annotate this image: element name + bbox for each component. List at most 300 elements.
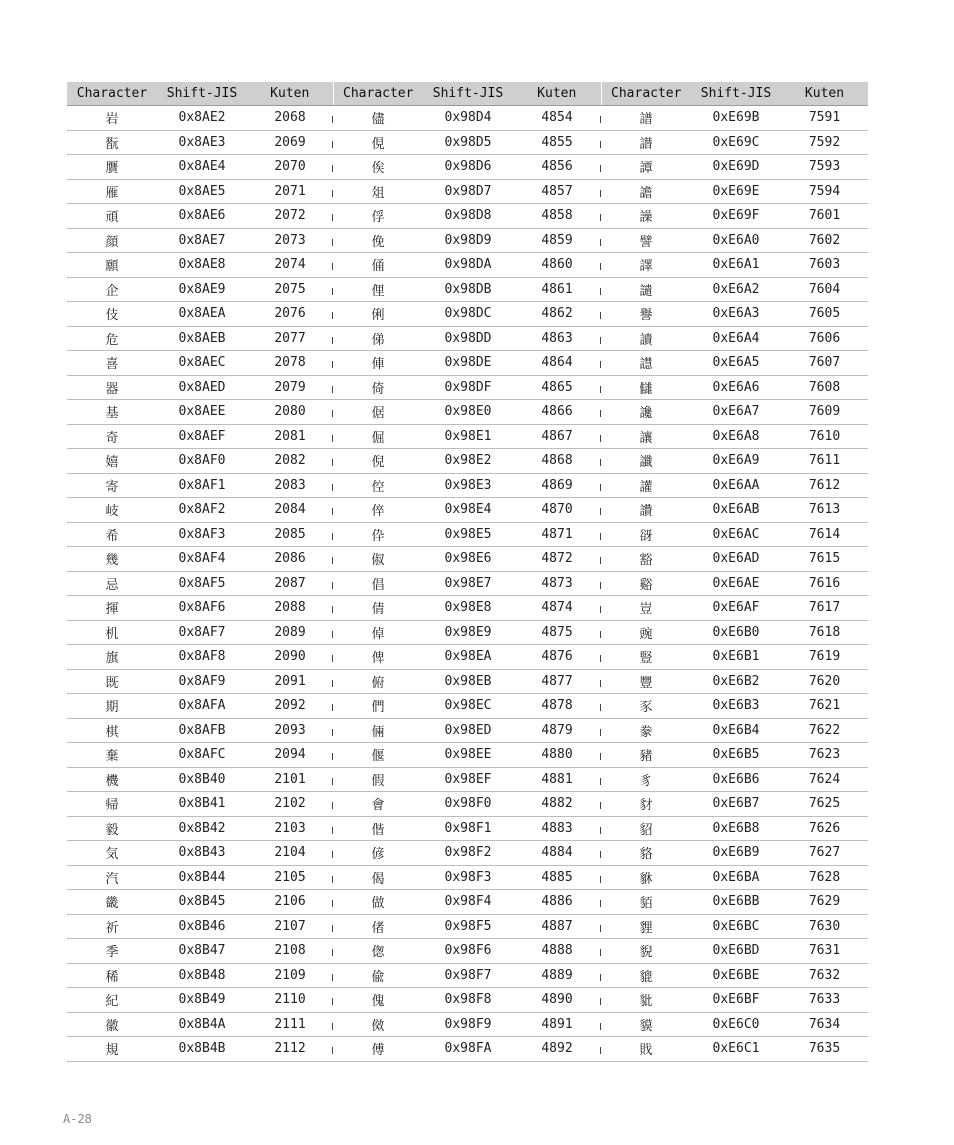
- shift-jis-cell: 0x98E6: [423, 547, 513, 572]
- shift-jis-cell: 0x98F3: [423, 865, 513, 890]
- character-cell: 倡: [333, 571, 423, 596]
- table-row: [67, 792, 868, 817]
- character-cell: 譿: [601, 351, 691, 376]
- shift-jis-cell: 0x8AEE: [157, 400, 247, 425]
- kuten-value: 2078: [274, 355, 306, 371]
- shift-jis-cell: 0xE6A9: [691, 449, 781, 474]
- shift-jis-cell: 0x8B49: [157, 988, 247, 1013]
- character-cell: 棋: [67, 718, 157, 743]
- group-separator-mark: [332, 533, 333, 540]
- group-separator-mark: [600, 484, 601, 491]
- kuten-cell: 7612: [781, 473, 868, 498]
- kuten-cell: [247, 890, 333, 915]
- kuten-cell: [513, 841, 601, 866]
- kuten-value: 4857: [541, 183, 573, 199]
- kuten-cell: [513, 1012, 601, 1037]
- kuten-cell: [513, 498, 601, 523]
- kuten-cell: 7603: [781, 253, 868, 278]
- kuten-cell: 7621: [781, 694, 868, 719]
- character-cell: 假: [333, 767, 423, 792]
- kuten-value: 2088: [274, 600, 306, 616]
- kuten-cell: [513, 890, 601, 915]
- kuten-value: 2109: [274, 967, 306, 983]
- shift-jis-cell: 0x8AF5: [157, 571, 247, 596]
- group-separator-mark: [332, 753, 333, 760]
- shift-jis-cell: 0xE69F: [691, 204, 781, 229]
- shift-jis-cell: 0x8B47: [157, 939, 247, 964]
- group-separator-mark: [600, 582, 601, 589]
- character-cell: 畿: [67, 890, 157, 915]
- kuten-cell: [513, 718, 601, 743]
- character-cell: 俔: [333, 130, 423, 155]
- kuten-cell: [513, 204, 601, 229]
- kuten-value: 2092: [274, 698, 306, 714]
- shift-jis-cell: 0x98E4: [423, 498, 513, 523]
- kuten-value: 4891: [541, 1016, 573, 1032]
- shift-jis-cell: 0xE6A1: [691, 253, 781, 278]
- kuten-value: 2080: [274, 404, 306, 420]
- kuten-value: 2085: [274, 526, 306, 542]
- character-cell: 譫: [601, 179, 691, 204]
- kuten-cell: 7625: [781, 792, 868, 817]
- group-separator-mark: [600, 410, 601, 417]
- shift-jis-cell: 0xE6A7: [691, 400, 781, 425]
- table-row: [67, 841, 868, 866]
- kuten-cell: [247, 351, 333, 376]
- kuten-cell: [513, 155, 601, 180]
- character-cell: 俤: [333, 326, 423, 351]
- table-row: [67, 302, 868, 327]
- character-cell: 做: [333, 890, 423, 915]
- kuten-cell: [513, 302, 601, 327]
- character-cell: 伜: [333, 522, 423, 547]
- group-separator-mark: [332, 851, 333, 858]
- kuten-cell: [513, 743, 601, 768]
- group-separator-mark: [600, 141, 601, 148]
- group-separator-mark: [332, 239, 333, 246]
- table-row: [67, 914, 868, 939]
- kuten-cell: [513, 620, 601, 645]
- kuten-value: 4881: [541, 771, 573, 787]
- group-separator-mark: [600, 508, 601, 515]
- shift-jis-cell: 0x98F2: [423, 841, 513, 866]
- character-cell: 基: [67, 400, 157, 425]
- shift-jis-cell: 0x8B4A: [157, 1012, 247, 1037]
- kuten-value: 2082: [274, 453, 306, 469]
- kuten-cell: 7615: [781, 547, 868, 572]
- shift-jis-cell: 0x98F4: [423, 890, 513, 915]
- kuten-cell: [513, 596, 601, 621]
- group-separator-mark: [332, 116, 333, 123]
- kuten-value: 4875: [541, 624, 573, 640]
- kuten-value: 4858: [541, 208, 573, 224]
- character-cell: 會: [333, 792, 423, 817]
- group-separator-mark: [600, 214, 601, 221]
- table-row: [67, 645, 868, 670]
- kuten-value: 4883: [541, 820, 573, 836]
- kuten-value: 4860: [541, 257, 573, 273]
- kuten-value: 4892: [541, 1041, 573, 1057]
- kuten-value: 4867: [541, 428, 573, 444]
- table-row: [67, 204, 868, 229]
- kuten-cell: [513, 326, 601, 351]
- character-cell: 谿: [601, 571, 691, 596]
- group-separator-mark: [332, 410, 333, 417]
- kuten-value: 4864: [541, 355, 573, 371]
- group-separator-mark: [332, 729, 333, 736]
- group-separator-mark: [600, 949, 601, 956]
- character-cell: 讓: [601, 424, 691, 449]
- kuten-value: 2073: [274, 232, 306, 248]
- kuten-cell: 7629: [781, 890, 868, 915]
- kuten-cell: [247, 375, 333, 400]
- shift-jis-cell: 0x8AF4: [157, 547, 247, 572]
- character-cell: 祈: [67, 914, 157, 939]
- shift-jis-cell: 0xE6A6: [691, 375, 781, 400]
- kuten-cell: 7611: [781, 449, 868, 474]
- kuten-value: 2107: [274, 918, 306, 934]
- kuten-cell: [247, 620, 333, 645]
- kuten-value: 2106: [274, 894, 306, 910]
- character-cell: 傚: [333, 1012, 423, 1037]
- shift-jis-cell: 0x98E0: [423, 400, 513, 425]
- character-cell: 俐: [333, 302, 423, 327]
- kuten-cell: 7619: [781, 645, 868, 670]
- shift-jis-cell: 0x98DD: [423, 326, 513, 351]
- character-cell: 偐: [333, 841, 423, 866]
- table-row: [67, 1012, 868, 1037]
- shift-jis-cell: 0xE6B5: [691, 743, 781, 768]
- shift-jis-cell: 0xE6B3: [691, 694, 781, 719]
- kuten-value: 4886: [541, 894, 573, 910]
- kuten-value: 4889: [541, 967, 573, 983]
- group-separator-mark: [332, 802, 333, 809]
- character-cell: 贋: [67, 155, 157, 180]
- kuten-value: 4859: [541, 232, 573, 248]
- kuten-value: 2069: [274, 134, 306, 150]
- shift-jis-cell: 0x8AF9: [157, 669, 247, 694]
- group-separator-mark: [332, 337, 333, 344]
- kuten-value: 2104: [274, 845, 306, 861]
- table-row: [67, 277, 868, 302]
- character-cell: 貊: [601, 890, 691, 915]
- character-cell: 豕: [601, 694, 691, 719]
- kuten-cell: [247, 865, 333, 890]
- character-cell: 豢: [601, 718, 691, 743]
- table-row: [67, 620, 868, 645]
- character-cell: 期: [67, 694, 157, 719]
- character-cell: 嬉: [67, 449, 157, 474]
- character-cell: 貅: [601, 865, 691, 890]
- character-cell: 俾: [333, 645, 423, 670]
- kuten-cell: [247, 547, 333, 572]
- shift-jis-cell: 0x8AFC: [157, 743, 247, 768]
- shift-jis-cell: 0xE6A5: [691, 351, 781, 376]
- group-separator-mark: [332, 900, 333, 907]
- column-header: Shift-JIS: [423, 82, 513, 106]
- character-cell: 俥: [333, 351, 423, 376]
- shift-jis-cell: 0xE6BD: [691, 939, 781, 964]
- group-separator-mark: [600, 802, 601, 809]
- character-cell: 貎: [601, 939, 691, 964]
- group-separator-mark: [332, 876, 333, 883]
- kuten-cell: [513, 694, 601, 719]
- group-separator-mark: [600, 386, 601, 393]
- shift-jis-cell: 0xE6A0: [691, 228, 781, 253]
- shift-jis-cell: 0x8AE9: [157, 277, 247, 302]
- group-separator-mark: [600, 557, 601, 564]
- character-cell: 讎: [601, 375, 691, 400]
- table-row: [67, 718, 868, 743]
- kuten-value: 2070: [274, 159, 306, 175]
- group-separator-mark: [332, 435, 333, 442]
- shift-jis-cell: 0xE6B1: [691, 645, 781, 670]
- kuten-cell: 7602: [781, 228, 868, 253]
- character-cell: 忌: [67, 571, 157, 596]
- kuten-cell: [247, 424, 333, 449]
- group-separator-mark: [600, 778, 601, 785]
- shift-jis-cell: 0x98EE: [423, 743, 513, 768]
- character-cell: 譛: [601, 130, 691, 155]
- shift-jis-cell: 0x98F8: [423, 988, 513, 1013]
- kuten-cell: [247, 767, 333, 792]
- character-cell: 倥: [333, 473, 423, 498]
- shift-jis-cell: 0x98D5: [423, 130, 513, 155]
- table-row: [67, 571, 868, 596]
- character-cell: 倬: [333, 620, 423, 645]
- kuten-value: 4890: [541, 992, 573, 1008]
- kuten-cell: [247, 253, 333, 278]
- character-cell: 紀: [67, 988, 157, 1013]
- kuten-cell: 7605: [781, 302, 868, 327]
- character-cell: 倚: [333, 375, 423, 400]
- character-cell: 稀: [67, 963, 157, 988]
- shift-jis-cell: 0x8AE2: [157, 106, 247, 131]
- group-separator-mark: [600, 753, 601, 760]
- group-separator-mark: [600, 337, 601, 344]
- kuten-cell: 7627: [781, 841, 868, 866]
- shift-jis-cell: 0x8B42: [157, 816, 247, 841]
- kuten-cell: 7630: [781, 914, 868, 939]
- shift-jis-cell: 0x8AE3: [157, 130, 247, 155]
- shift-jis-cell: 0x98FA: [423, 1037, 513, 1062]
- character-cell: 偃: [333, 743, 423, 768]
- kuten-cell: [247, 571, 333, 596]
- character-cell: 俛: [333, 228, 423, 253]
- kuten-cell: 7632: [781, 963, 868, 988]
- table-row: [67, 424, 868, 449]
- kuten-cell: 7608: [781, 375, 868, 400]
- kuten-cell: [513, 277, 601, 302]
- shift-jis-cell: 0x8AFB: [157, 718, 247, 743]
- character-cell: 喜: [67, 351, 157, 376]
- character-cell: 貘: [601, 1012, 691, 1037]
- character-cell: 偸: [333, 963, 423, 988]
- group-separator-mark: [600, 680, 601, 687]
- group-separator-mark: [600, 435, 601, 442]
- kuten-value: 2086: [274, 551, 306, 567]
- kuten-cell: 7623: [781, 743, 868, 768]
- shift-jis-cell: 0x8B46: [157, 914, 247, 939]
- group-separator-mark: [332, 1047, 333, 1054]
- group-separator-mark: [600, 974, 601, 981]
- kuten-value: 4855: [541, 134, 573, 150]
- character-cell: 倔: [333, 424, 423, 449]
- shift-jis-cell: 0x8B44: [157, 865, 247, 890]
- group-separator-mark: [332, 141, 333, 148]
- group-separator-mark: [332, 680, 333, 687]
- column-header: Character: [601, 82, 691, 106]
- group-separator-mark: [600, 116, 601, 123]
- kuten-value: 4862: [541, 306, 573, 322]
- character-cell: 希: [67, 522, 157, 547]
- character-cell: 願: [67, 253, 157, 278]
- shift-jis-cell: 0x8AEC: [157, 351, 247, 376]
- group-separator-mark: [600, 925, 601, 932]
- kuten-value: 2090: [274, 649, 306, 665]
- kuten-value: 4870: [541, 502, 573, 518]
- kuten-cell: [513, 865, 601, 890]
- shift-jis-cell: 0x8AFA: [157, 694, 247, 719]
- character-cell: 岩: [67, 106, 157, 131]
- character-cell: 倩: [333, 596, 423, 621]
- shift-jis-cell: 0xE6AC: [691, 522, 781, 547]
- group-separator-mark: [332, 459, 333, 466]
- shift-jis-cell: 0xE69B: [691, 106, 781, 131]
- kuten-value: 2083: [274, 477, 306, 493]
- shift-jis-cell: 0x8AE7: [157, 228, 247, 253]
- kuten-cell: 7604: [781, 277, 868, 302]
- table-row: [67, 179, 868, 204]
- shift-jis-cell: 0xE6AB: [691, 498, 781, 523]
- kuten-value: 4866: [541, 404, 573, 420]
- shift-jis-cell: 0xE6BC: [691, 914, 781, 939]
- group-separator-mark: [332, 704, 333, 711]
- group-separator-mark: [332, 508, 333, 515]
- character-cell: 譯: [601, 253, 691, 278]
- kuten-value: 4877: [541, 673, 573, 689]
- page-number: A-28: [63, 1112, 92, 1126]
- kuten-value: 2077: [274, 330, 306, 346]
- character-cell: 汽: [67, 865, 157, 890]
- character-cell: 譜: [601, 106, 691, 131]
- shift-jis-cell: 0x8AEA: [157, 302, 247, 327]
- kuten-cell: [247, 204, 333, 229]
- shift-jis-cell: 0xE6BE: [691, 963, 781, 988]
- shift-jis-cell: 0xE69E: [691, 179, 781, 204]
- kuten-value: 4876: [541, 649, 573, 665]
- kuten-cell: [247, 1012, 333, 1037]
- kuten-cell: [513, 375, 601, 400]
- kuten-cell: 7609: [781, 400, 868, 425]
- group-separator-mark: [600, 704, 601, 711]
- group-separator-mark: [600, 606, 601, 613]
- character-cell: 譟: [601, 204, 691, 229]
- kuten-value: 4878: [541, 698, 573, 714]
- shift-jis-cell: 0x8AF7: [157, 620, 247, 645]
- table-body: [67, 106, 868, 1062]
- character-cell: 伎: [67, 302, 157, 327]
- table-row: [67, 351, 868, 376]
- kuten-value: 4869: [541, 477, 573, 493]
- group-separator-mark: [332, 190, 333, 197]
- character-cell: 規: [67, 1037, 157, 1062]
- kuten-cell: 7617: [781, 596, 868, 621]
- group-separator-mark: [332, 778, 333, 785]
- kuten-cell: 7610: [781, 424, 868, 449]
- kuten-cell: [247, 498, 333, 523]
- kuten-value: 2068: [274, 110, 306, 126]
- character-cell: 谺: [601, 522, 691, 547]
- group-separator-mark: [600, 1047, 601, 1054]
- kuten-cell: [513, 645, 601, 670]
- kuten-cell: [513, 963, 601, 988]
- character-cell: 讀: [601, 326, 691, 351]
- shift-jis-cell: 0xE6AE: [691, 571, 781, 596]
- group-separator-mark: [600, 239, 601, 246]
- kuten-cell: 7626: [781, 816, 868, 841]
- kuten-cell: [247, 792, 333, 817]
- kuten-cell: [513, 669, 601, 694]
- character-cell: 企: [67, 277, 157, 302]
- group-separator-mark: [332, 484, 333, 491]
- shift-jis-cell: 0x8AF3: [157, 522, 247, 547]
- kuten-cell: [513, 228, 601, 253]
- shift-jis-cell: 0xE6A8: [691, 424, 781, 449]
- group-separator-mark: [332, 557, 333, 564]
- kuten-cell: [247, 988, 333, 1013]
- shift-jis-cell: 0xE69C: [691, 130, 781, 155]
- kuten-value: 4874: [541, 600, 573, 616]
- kuten-cell: [247, 1037, 333, 1062]
- shift-jis-cell: 0x8AEB: [157, 326, 247, 351]
- kuten-cell: 7618: [781, 620, 868, 645]
- code-table-container: [67, 82, 868, 1062]
- character-cell: 俶: [333, 547, 423, 572]
- kuten-cell: [247, 743, 333, 768]
- group-separator-mark: [332, 214, 333, 221]
- group-separator-mark: [332, 998, 333, 1005]
- shift-jis-cell: 0x98EC: [423, 694, 513, 719]
- shift-jis-cell: 0x8B45: [157, 890, 247, 915]
- shift-jis-cell: 0x98DA: [423, 253, 513, 278]
- character-cell: 俯: [333, 669, 423, 694]
- shift-jis-cell: 0x98F0: [423, 792, 513, 817]
- kuten-value: 2079: [274, 379, 306, 395]
- table-row: [67, 743, 868, 768]
- kuten-value: 4882: [541, 796, 573, 812]
- kuten-cell: [513, 522, 601, 547]
- kuten-cell: 7628: [781, 865, 868, 890]
- column-header: Shift-JIS: [157, 82, 247, 106]
- character-cell: 既: [67, 669, 157, 694]
- character-cell: 傀: [333, 988, 423, 1013]
- shift-jis-cell: 0xE6AA: [691, 473, 781, 498]
- group-separator-mark: [600, 631, 601, 638]
- shift-jis-cell: 0x98D7: [423, 179, 513, 204]
- shift-jis-cell: 0xE6BF: [691, 988, 781, 1013]
- kuten-value: 2105: [274, 869, 306, 885]
- table-row: [67, 596, 868, 621]
- kuten-cell: 7606: [781, 326, 868, 351]
- kuten-cell: [513, 767, 601, 792]
- group-separator-mark: [600, 851, 601, 858]
- kuten-cell: [247, 179, 333, 204]
- kuten-value: 4880: [541, 747, 573, 763]
- kuten-value: 4861: [541, 281, 573, 297]
- kuten-cell: [513, 939, 601, 964]
- kuten-cell: 7624: [781, 767, 868, 792]
